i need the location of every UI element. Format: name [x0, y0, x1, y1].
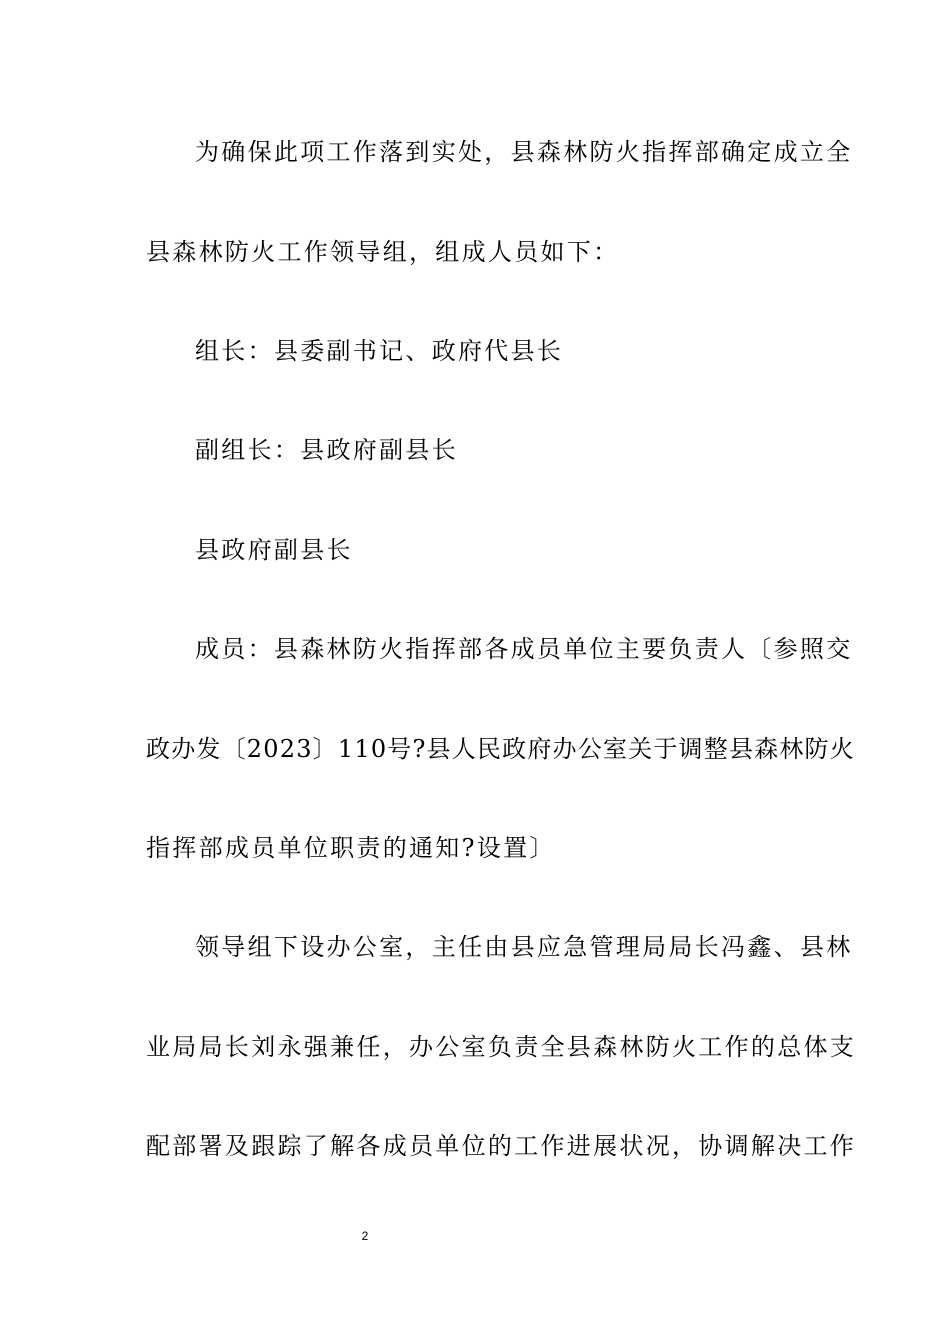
paragraph-line-5: 县政府副县长 [195, 536, 353, 564]
paragraph-line-9: 领导组下设办公室，主任由县应急管理局局长冯鑫、县林 [195, 933, 853, 961]
paragraph-line-3: 组长：县委副书记、政府代县长 [195, 337, 564, 365]
paragraph-line-6: 成员：县森林防火指挥部各成员单位主要负责人〔参照交 [195, 635, 853, 663]
paragraph-line-4: 副组长：县政府副县长 [195, 436, 458, 464]
paragraph-line-2: 县森林防火工作领导组，组成人员如下： [146, 238, 620, 266]
paragraph-line-1: 为确保此项工作落到实处，县森林防火指挥部确定成立全 [195, 138, 853, 166]
paragraph-line-11: 配部署及跟踪了解各成员单位的工作进展状况，协调解决工作 [146, 1132, 857, 1160]
paragraph-line-7: 政办发〔2023〕110号?县人民政府办公室关于调整县森林防火 [146, 735, 855, 763]
page-number: 2 [361, 1229, 369, 1243]
paragraph-line-10: 业局局长刘永强兼任，办公室负责全县森林防火工作的总体支 [146, 1033, 857, 1061]
paragraph-line-8: 指挥部成员单位职责的通知?设置〕 [146, 834, 556, 862]
